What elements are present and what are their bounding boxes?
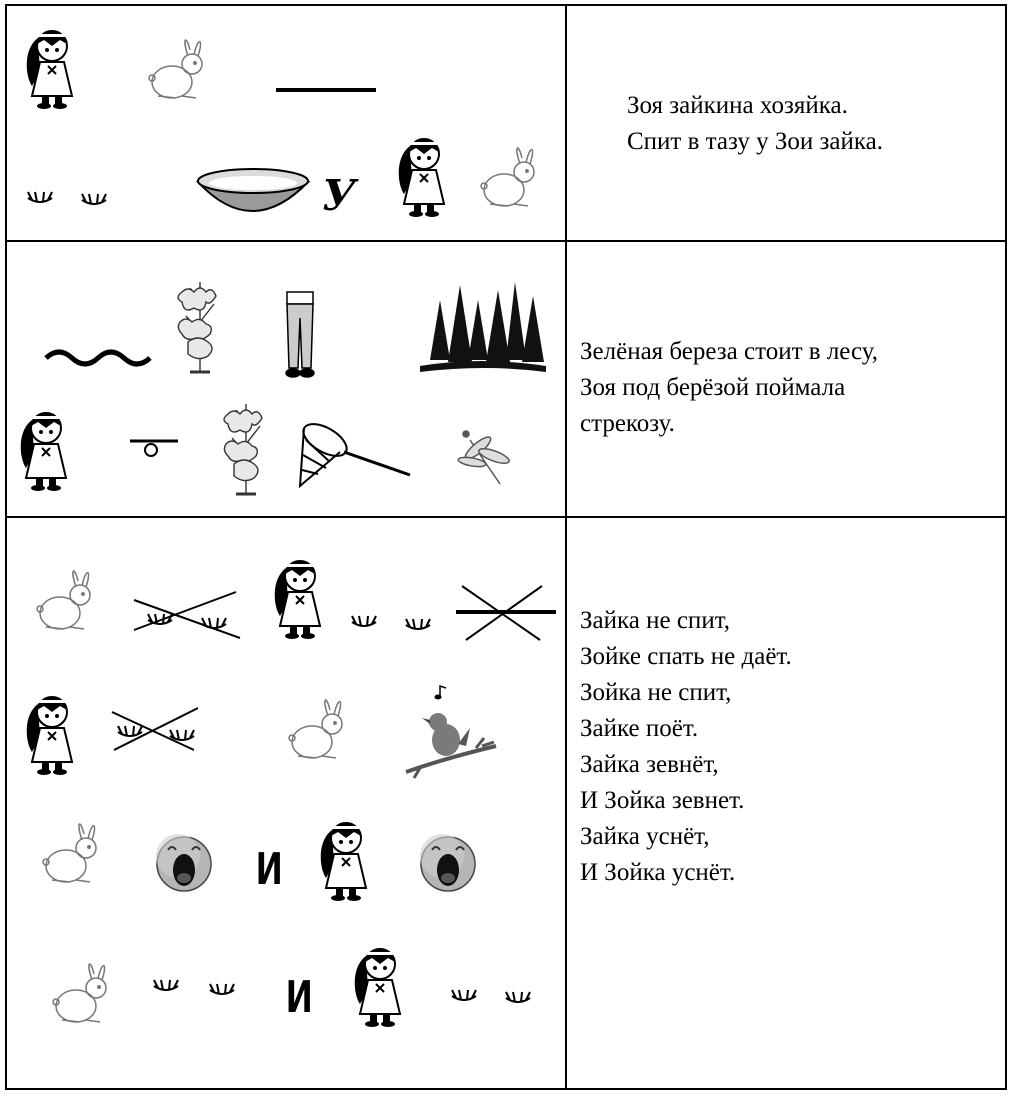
- crossed-line-icon: [456, 586, 556, 640]
- singing-bird-icon: [406, 686, 496, 778]
- verse-line: Зайка не спит,: [580, 607, 730, 634]
- closed-eyes-icon: [406, 619, 430, 629]
- crossed-closed-eyes-icon: [134, 592, 240, 638]
- dragonfly-icon: [458, 431, 511, 484]
- closed-eyes-icon: [210, 984, 234, 994]
- verse-line: Зелёная береза стоит в лесу,: [580, 338, 879, 365]
- verse-line: Зайка уснёт,: [580, 823, 710, 850]
- closed-eyes-icon: [352, 616, 376, 626]
- wavy-line-icon: [46, 352, 150, 364]
- verse-line: Зайка зевнёт,: [580, 751, 719, 778]
- standing-legs-icon: [286, 292, 314, 377]
- girl-zoya-icon: [321, 823, 366, 902]
- verse-row-3: [580, 603, 792, 891]
- verse-line: стрекозу.: [580, 410, 675, 437]
- closed-eyes-icon: [506, 992, 530, 1002]
- verse-line: Зойке спать не даёт.: [580, 643, 792, 670]
- girl-zoya-icon: [355, 949, 400, 1028]
- verse-row-1: [627, 88, 883, 160]
- girl-zoya-icon: [21, 413, 66, 492]
- under-preposition-icon: [130, 441, 178, 456]
- verse-line: И Зойка зевнет.: [580, 787, 745, 814]
- verse-line: Зоя под берёзой поймала: [580, 374, 846, 401]
- hare-icon: [149, 40, 202, 98]
- birch-tree-icon: [224, 404, 262, 494]
- hare-icon: [481, 148, 534, 206]
- letter-i-glyph: И: [286, 972, 313, 1023]
- girl-zoya-icon: [27, 697, 72, 776]
- closed-eyes-icon: [154, 980, 178, 990]
- hare-icon: [289, 700, 342, 758]
- yawning-face-icon: [156, 834, 211, 891]
- girl-zoya-icon: [27, 31, 72, 110]
- girl-zoya-icon: [275, 561, 320, 640]
- verse-row-2: [580, 334, 878, 442]
- crossed-closed-eyes-icon: [112, 708, 198, 750]
- verse-line: Зайке поёт.: [580, 715, 699, 742]
- hare-icon: [37, 571, 90, 629]
- hare-icon: [53, 964, 106, 1022]
- birch-tree-icon: [178, 282, 216, 372]
- letter-i-glyph: И: [256, 844, 283, 895]
- closed-eyes-icon: [82, 194, 106, 204]
- girl-zoya-icon: [399, 139, 444, 218]
- letter-u-glyph: У: [322, 171, 357, 220]
- basin-icon: [198, 169, 308, 211]
- verse-line: Зоя зайкина хозяйка.: [627, 92, 848, 119]
- verse-line: Зойка не спит,: [580, 679, 732, 706]
- verse-line: Спит в тазу у Зои зайка.: [627, 128, 883, 155]
- butterfly-net-icon: [298, 418, 410, 486]
- closed-eyes-icon: [452, 990, 476, 1000]
- forest-icon: [420, 282, 546, 372]
- yawning-face-icon: [420, 834, 475, 891]
- hare-icon: [43, 824, 96, 882]
- closed-eyes-icon: [28, 192, 52, 202]
- verse-line: И Зойка уснёт.: [580, 859, 736, 886]
